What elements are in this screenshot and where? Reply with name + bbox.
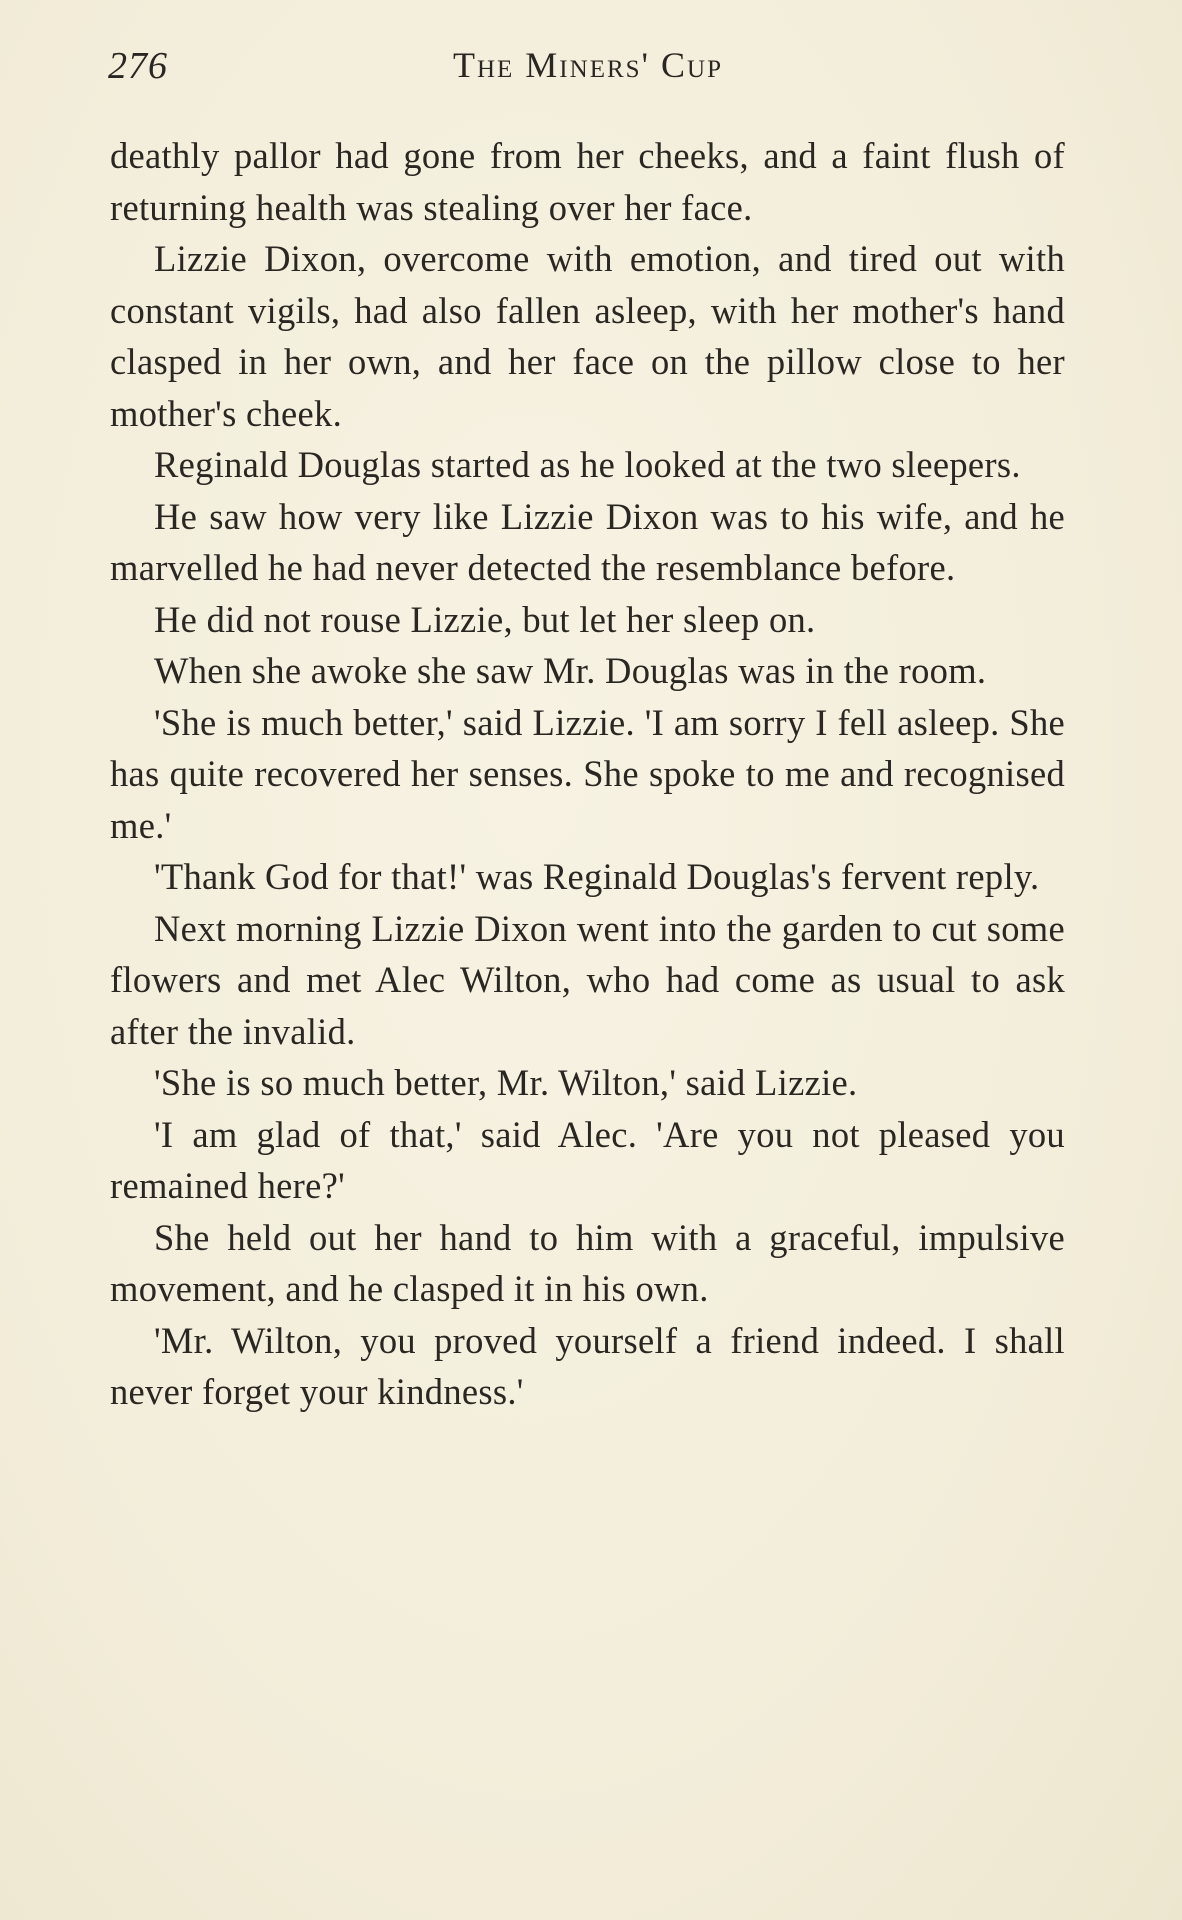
body-text [110,130,1065,1418]
paragraph: Next morning Lizzie Dixon went into the garden to cut some flowers and met Alec Wilton, who had come as usual to ask after the invalid. [110,907,1065,1052]
running-title: The Miners' Cup [452,45,723,85]
paragraph: Lizzie Dixon, overcome with emotion, and tired out with constant vigils, had also fallen asleep, with her mother's hand clasped in her own, and her face on the pillow close to her mother's cheek. [110,238,1065,434]
running-head [108,44,1068,94]
paragraph: 'Thank God for that!' was Reginald Douglas's fervent reply. [154,856,1040,897]
paragraph: 'Mr. Wilton, you proved yourself a friend indeed. I shall never forget your kindness.' [110,1319,1065,1412]
paragraph: 'I am glad of that,' said Alec. 'Are you not pleased you remained here?' [110,1113,1065,1206]
page-number: 276 [108,45,168,87]
paragraph: He did not rouse Lizzie, but let her sleep on. [154,598,816,640]
paragraph: When she awoke she saw Mr. Douglas was in the room. [154,650,987,691]
paragraph: Reginald Douglas started as he looked at the two sleepers. [154,444,1021,485]
paragraph-continued: deathly pallor had gone from her cheeks, and a faint flush of returning health was stealing over her face. [110,135,1065,228]
paragraph: She held out her hand to him with a graceful, impulsive movement, and he clasped it in his own. [110,1216,1065,1309]
paragraph: He saw how very like Lizzie Dixon was to his wife, and he marvelled he had never detected the resemblance before. [110,495,1065,588]
paragraph: 'She is so much better, Mr. Wilton,' said Lizzie. [154,1062,858,1103]
paragraph: 'She is much better,' said Lizzie. 'I am sorry I fell asleep. She has quite recovered her senses. She spoke to me and recognised me.' [110,701,1065,846]
